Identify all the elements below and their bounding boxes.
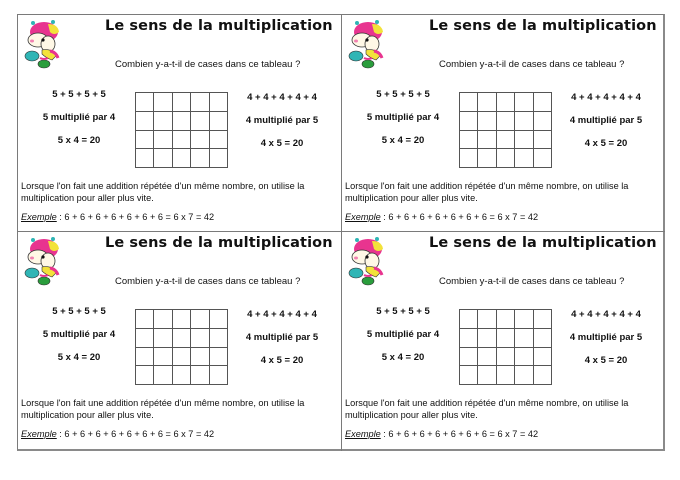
- grid-cell: [533, 111, 551, 130]
- grid-cell: [209, 111, 227, 130]
- cartoon-mascot-icon: [346, 235, 390, 287]
- grid-cell: [172, 328, 190, 347]
- grid-cell: [136, 310, 154, 329]
- grid-cell: [154, 328, 172, 347]
- grid-cell: [460, 111, 478, 130]
- card-question: Combien y-a-t-il de cases dans ce tableau ?: [439, 276, 625, 287]
- left-product: 5 x 4 = 20: [57, 135, 101, 146]
- left-addition: 5 + 5 + 5 + 5: [52, 89, 106, 100]
- cartoon-mascot-icon: [22, 235, 66, 287]
- grid-cell: [191, 310, 209, 329]
- right-addition: 4 + 4 + 4 + 4 + 4: [571, 309, 641, 320]
- grid-cell: [209, 366, 227, 385]
- grid-cell: [478, 310, 496, 329]
- left-expressions: [39, 305, 119, 374]
- example-text: : 6 + 6 + 6 + 6 + 6 + 6 + 6 = 6 x 7 = 42: [56, 429, 215, 439]
- grid-cell: [533, 149, 551, 168]
- grid-cell: [460, 328, 478, 347]
- right-expressions: [237, 308, 327, 377]
- explanation-paragraph: Lorsque l'on fait une addition répétée d'un même nombre, on utilise la multiplication pour aller plus vite.: [21, 181, 305, 203]
- grid-cell: [478, 366, 496, 385]
- left-product: 5 x 4 = 20: [381, 135, 425, 146]
- right-expressions: [237, 91, 327, 160]
- example-label: Exemple: [21, 212, 57, 222]
- card-question: Combien y-a-t-il de cases dans ce tableau ?: [439, 59, 625, 70]
- left-addition: 5 + 5 + 5 + 5: [376, 306, 430, 317]
- left-expressions: [39, 88, 119, 157]
- grid-cell: [496, 347, 514, 366]
- grid-cell: [478, 347, 496, 366]
- right-multiplied-by: 4 multiplié par 5: [569, 332, 643, 343]
- counting-grid: [459, 309, 552, 385]
- left-addition: 5 + 5 + 5 + 5: [376, 89, 430, 100]
- grid-cell: [136, 328, 154, 347]
- grid-cell: [154, 149, 172, 168]
- example-line: [345, 212, 538, 222]
- left-expressions: [363, 88, 443, 157]
- grid-cell: [460, 366, 478, 385]
- grid-cell: [515, 93, 533, 112]
- right-product: 4 x 5 = 20: [260, 138, 304, 149]
- grid-cell: [191, 93, 209, 112]
- grid-cell: [209, 310, 227, 329]
- explanation-paragraph: Lorsque l'on fait une addition répétée d'un même nombre, on utilise la multiplication pour aller plus vite.: [21, 398, 305, 420]
- grid-cell: [172, 93, 190, 112]
- grid-cell: [533, 93, 551, 112]
- left-product: 5 x 4 = 20: [57, 352, 101, 363]
- grid-cell: [172, 310, 190, 329]
- grid-cell: [533, 310, 551, 329]
- grid-cell: [191, 347, 209, 366]
- grid-cell: [136, 149, 154, 168]
- grid-cell: [515, 366, 533, 385]
- right-expressions: [561, 308, 651, 377]
- grid-cell: [460, 93, 478, 112]
- grid-cell: [209, 130, 227, 149]
- grid-cell: [533, 347, 551, 366]
- grid-cell: [136, 130, 154, 149]
- grid-cell: [478, 93, 496, 112]
- cartoon-mascot-icon: [22, 18, 66, 70]
- grid-cell: [515, 130, 533, 149]
- right-addition: 4 + 4 + 4 + 4 + 4: [571, 92, 641, 103]
- example-label: Exemple: [345, 429, 381, 439]
- grid-cell: [515, 347, 533, 366]
- grid-cell: [515, 149, 533, 168]
- grid-cell: [496, 111, 514, 130]
- left-expressions: [363, 305, 443, 374]
- grid-cell: [478, 130, 496, 149]
- example-label: Exemple: [21, 429, 57, 439]
- right-product: 4 x 5 = 20: [584, 355, 628, 366]
- grid-cell: [154, 130, 172, 149]
- grid-cell: [533, 366, 551, 385]
- lesson-card-4: [343, 233, 667, 450]
- card-title: Le sens de la multiplication: [105, 235, 333, 251]
- card-question: Combien y-a-t-il de cases dans ce tableau ?: [115, 59, 301, 70]
- grid-cell: [154, 366, 172, 385]
- grid-cell: [460, 310, 478, 329]
- example-text: : 6 + 6 + 6 + 6 + 6 + 6 + 6 = 6 x 7 = 42: [56, 212, 215, 222]
- left-multiplied-by: 5 multiplié par 4: [42, 112, 116, 123]
- grid-cell: [172, 149, 190, 168]
- grid-cell: [136, 111, 154, 130]
- grid-cell: [191, 328, 209, 347]
- grid-cell: [515, 328, 533, 347]
- example-line: [345, 429, 538, 439]
- explanation-paragraph: Lorsque l'on fait une addition répétée d'un même nombre, on utilise la multiplication pour aller plus vite.: [345, 181, 629, 203]
- right-multiplied-by: 4 multiplié par 5: [569, 115, 643, 126]
- card-title: Le sens de la multiplication: [429, 18, 657, 34]
- left-product: 5 x 4 = 20: [381, 352, 425, 363]
- grid-cell: [172, 111, 190, 130]
- grid-cell: [496, 366, 514, 385]
- grid-cell: [460, 130, 478, 149]
- example-line: [21, 429, 214, 439]
- grid-cell: [172, 366, 190, 385]
- grid-cell: [136, 366, 154, 385]
- grid-cell: [209, 347, 227, 366]
- grid-cell: [515, 111, 533, 130]
- example-line: [21, 212, 214, 222]
- counting-grid: [135, 309, 228, 385]
- grid-cell: [496, 93, 514, 112]
- grid-cell: [154, 111, 172, 130]
- grid-cell: [209, 93, 227, 112]
- right-product: 4 x 5 = 20: [584, 138, 628, 149]
- example-label: Exemple: [345, 212, 381, 222]
- grid-cell: [533, 328, 551, 347]
- counting-grid: [459, 92, 552, 168]
- grid-cell: [496, 130, 514, 149]
- left-multiplied-by: 5 multiplié par 4: [366, 329, 440, 340]
- lesson-card-1: [19, 16, 343, 233]
- grid-cell: [496, 149, 514, 168]
- grid-cell: [154, 93, 172, 112]
- grid-cell: [209, 149, 227, 168]
- grid-cell: [136, 93, 154, 112]
- grid-cell: [136, 347, 154, 366]
- grid-cell: [478, 328, 496, 347]
- card-title: Le sens de la multiplication: [105, 18, 333, 34]
- counting-grid: [135, 92, 228, 168]
- right-product: 4 x 5 = 20: [260, 355, 304, 366]
- grid-cell: [460, 149, 478, 168]
- grid-cell: [172, 347, 190, 366]
- left-multiplied-by: 5 multiplié par 4: [42, 329, 116, 340]
- grid-cell: [191, 111, 209, 130]
- cartoon-mascot-icon: [346, 18, 390, 70]
- right-multiplied-by: 4 multiplié par 5: [245, 115, 319, 126]
- grid-cell: [496, 310, 514, 329]
- grid-cell: [154, 347, 172, 366]
- grid-cell: [172, 130, 190, 149]
- grid-cell: [533, 130, 551, 149]
- left-addition: 5 + 5 + 5 + 5: [52, 306, 106, 317]
- right-multiplied-by: 4 multiplié par 5: [245, 332, 319, 343]
- example-text: : 6 + 6 + 6 + 6 + 6 + 6 + 6 = 6 x 7 = 42: [380, 429, 539, 439]
- left-multiplied-by: 5 multiplié par 4: [366, 112, 440, 123]
- right-addition: 4 + 4 + 4 + 4 + 4: [247, 92, 317, 103]
- grid-cell: [460, 347, 478, 366]
- right-expressions: [561, 91, 651, 160]
- grid-cell: [191, 130, 209, 149]
- example-text: : 6 + 6 + 6 + 6 + 6 + 6 + 6 = 6 x 7 = 42: [380, 212, 539, 222]
- grid-cell: [191, 366, 209, 385]
- grid-cell: [478, 111, 496, 130]
- lesson-card-2: [343, 16, 667, 233]
- explanation-paragraph: Lorsque l'on fait une addition répétée d'un même nombre, on utilise la multiplication pour aller plus vite.: [345, 398, 629, 420]
- card-title: Le sens de la multiplication: [429, 235, 657, 251]
- grid-cell: [496, 328, 514, 347]
- grid-cell: [478, 149, 496, 168]
- grid-cell: [515, 310, 533, 329]
- right-addition: 4 + 4 + 4 + 4 + 4: [247, 309, 317, 320]
- grid-cell: [154, 310, 172, 329]
- lesson-card-3: [19, 233, 343, 450]
- card-question: Combien y-a-t-il de cases dans ce tableau ?: [115, 276, 301, 287]
- grid-cell: [191, 149, 209, 168]
- grid-cell: [209, 328, 227, 347]
